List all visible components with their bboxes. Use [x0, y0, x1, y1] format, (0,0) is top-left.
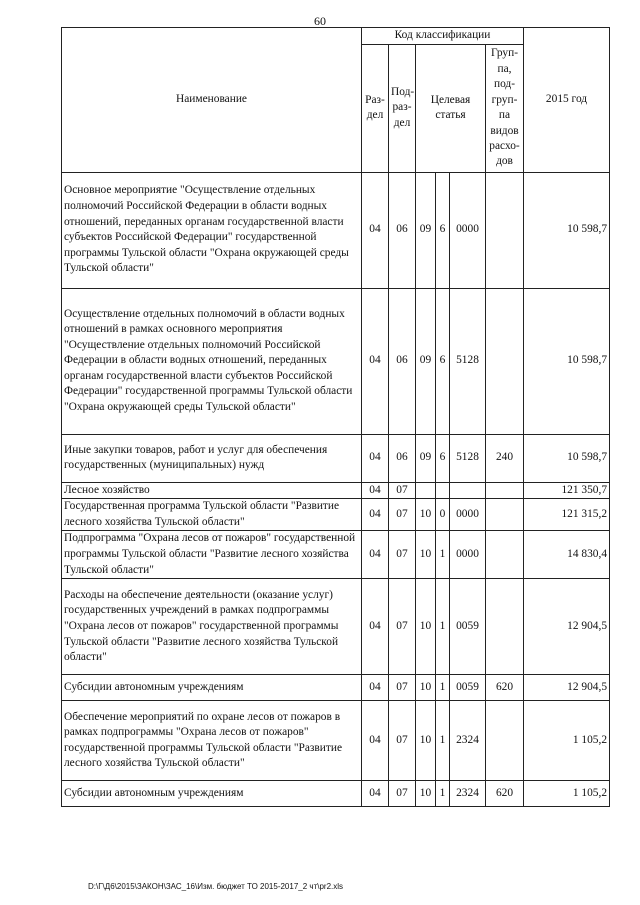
cell-pr: 06 [389, 172, 416, 288]
cell-rz: 04 [362, 288, 389, 434]
cell-cs3 [450, 482, 486, 499]
cell-cs2: 1 [436, 531, 450, 579]
cell-rz: 04 [362, 482, 389, 499]
cell-pr: 06 [389, 288, 416, 434]
cell-name: Субсидии автономным учреждениям [62, 675, 362, 701]
table-row [62, 675, 610, 701]
cell-pr: 07 [389, 482, 416, 499]
header-target-article: Целевая статья [416, 44, 486, 172]
cell-vr: 620 [486, 781, 524, 807]
cell-amount: 14 830,4 [524, 531, 610, 579]
cell-name: Субсидии автономным учреждениям [62, 781, 362, 807]
cell-name: Лесное хозяйство [62, 482, 362, 499]
header-podrazdel: Под- раз- дел [389, 44, 416, 172]
table-row [62, 288, 610, 434]
budget-table [61, 27, 610, 807]
cell-cs1: 10 [416, 781, 436, 807]
cell-rz: 04 [362, 434, 389, 482]
cell-amount: 121 350,7 [524, 482, 610, 499]
cell-rz: 04 [362, 172, 389, 288]
page-number: 60 [314, 14, 326, 28]
cell-pr: 07 [389, 579, 416, 675]
cell-cs2: 1 [436, 579, 450, 675]
cell-amount: 121 315,2 [524, 499, 610, 531]
cell-cs2 [436, 482, 450, 499]
cell-amount: 1 105,2 [524, 701, 610, 781]
header-razdel: Раз- дел [362, 44, 389, 172]
cell-cs3: 0059 [450, 675, 486, 701]
cell-cs3: 0000 [450, 531, 486, 579]
cell-amount: 12 904,5 [524, 675, 610, 701]
cell-vr [486, 499, 524, 531]
cell-cs2: 1 [436, 675, 450, 701]
cell-amount: 10 598,7 [524, 288, 610, 434]
cell-cs1: 09 [416, 434, 436, 482]
cell-amount: 10 598,7 [524, 172, 610, 288]
cell-cs3: 0000 [450, 499, 486, 531]
table-row [62, 579, 610, 675]
cell-vr: 620 [486, 675, 524, 701]
cell-vr [486, 172, 524, 288]
header-name: Наименование [62, 28, 362, 173]
cell-cs2: 0 [436, 499, 450, 531]
cell-vr [486, 701, 524, 781]
cell-cs2: 1 [436, 701, 450, 781]
cell-rz: 04 [362, 579, 389, 675]
cell-cs1: 10 [416, 499, 436, 531]
header-expense-group: Груп- па, под- груп- па видов расхо- дов [486, 44, 524, 172]
cell-cs3: 0059 [450, 579, 486, 675]
cell-rz: 04 [362, 499, 389, 531]
cell-cs3: 2324 [450, 781, 486, 807]
cell-cs2: 1 [436, 781, 450, 807]
cell-name: Подпрограмма "Охрана лесов от пожаров" государственной программы Тульской области "Развитие лесного хозяйства Тульской области" [62, 531, 362, 579]
cell-cs2: 6 [436, 288, 450, 434]
file-path-footer: D:\Г\Д6\2015\ЗАКОН\ЗАС_16\Изм. бюджет ТО 2015-2017_2 чт\pr2.xls [88, 882, 344, 891]
cell-cs3: 2324 [450, 701, 486, 781]
cell-vr [486, 531, 524, 579]
cell-pr: 07 [389, 499, 416, 531]
table-row [62, 701, 610, 781]
cell-cs2: 6 [436, 172, 450, 288]
table-row [62, 434, 610, 482]
cell-name: Расходы на обеспечение деятельности (оказание услуг) государственных учреждений в рамках подпрограммы "Охрана лесов от пожаров" государственной программы Тульской области "Развитие лесного хозяйства Тульской области" [62, 579, 362, 675]
cell-rz: 04 [362, 781, 389, 807]
cell-cs3: 5128 [450, 288, 486, 434]
cell-pr: 07 [389, 675, 416, 701]
cell-vr [486, 579, 524, 675]
cell-vr [486, 482, 524, 499]
cell-name: Государственная программа Тульской области "Развитие лесного хозяйства Тульской области" [62, 499, 362, 531]
header-classification-code: Код классификации [362, 28, 524, 45]
cell-pr: 07 [389, 781, 416, 807]
table-row [62, 482, 610, 499]
cell-vr [486, 288, 524, 434]
cell-pr: 07 [389, 701, 416, 781]
cell-amount: 12 904,5 [524, 579, 610, 675]
cell-cs1: 09 [416, 172, 436, 288]
cell-amount: 1 105,2 [524, 781, 610, 807]
cell-cs2: 6 [436, 434, 450, 482]
cell-cs1: 10 [416, 675, 436, 701]
cell-pr: 06 [389, 434, 416, 482]
cell-rz: 04 [362, 701, 389, 781]
cell-cs1 [416, 482, 436, 499]
cell-cs1: 10 [416, 579, 436, 675]
cell-rz: 04 [362, 675, 389, 701]
cell-amount: 10 598,7 [524, 434, 610, 482]
cell-cs1: 09 [416, 288, 436, 434]
cell-name: Иные закупки товаров, работ и услуг для обеспечения государственных (муниципальных) нужд [62, 434, 362, 482]
cell-rz: 04 [362, 531, 389, 579]
cell-cs1: 10 [416, 701, 436, 781]
header-year: 2015 год [524, 28, 610, 173]
cell-cs3: 0000 [450, 172, 486, 288]
table-row [62, 499, 610, 531]
cell-pr: 07 [389, 531, 416, 579]
cell-cs3: 5128 [450, 434, 486, 482]
table-row [62, 781, 610, 807]
table-row [62, 531, 610, 579]
cell-vr: 240 [486, 434, 524, 482]
cell-name: Осуществление отдельных полномочий в области водных отношений в рамках основного мероприятия "Осуществление отдельных полномочий Российской Федерации в области водных отношений, переданных органам государственной власти субъектов Российской Федерации" государственной программы Тульской области "Охрана окружающей среды Тульской области" [62, 288, 362, 434]
table-row [62, 172, 610, 288]
cell-cs1: 10 [416, 531, 436, 579]
cell-name: Обеспечение мероприятий по охране лесов от пожаров в рамках подпрограммы "Охрана лесов от пожаров" государственной программы Тульской области "Развитие лесного хозяйства Тульской области" [62, 701, 362, 781]
cell-name: Основное мероприятие "Осуществление отдельных полномочий Российской Федерации в области водных отношений, переданных органам государственной власти субъектов Российской Федерации" государственной программы Тульской области "Охрана окружающей среды Тульской области" [62, 172, 362, 288]
